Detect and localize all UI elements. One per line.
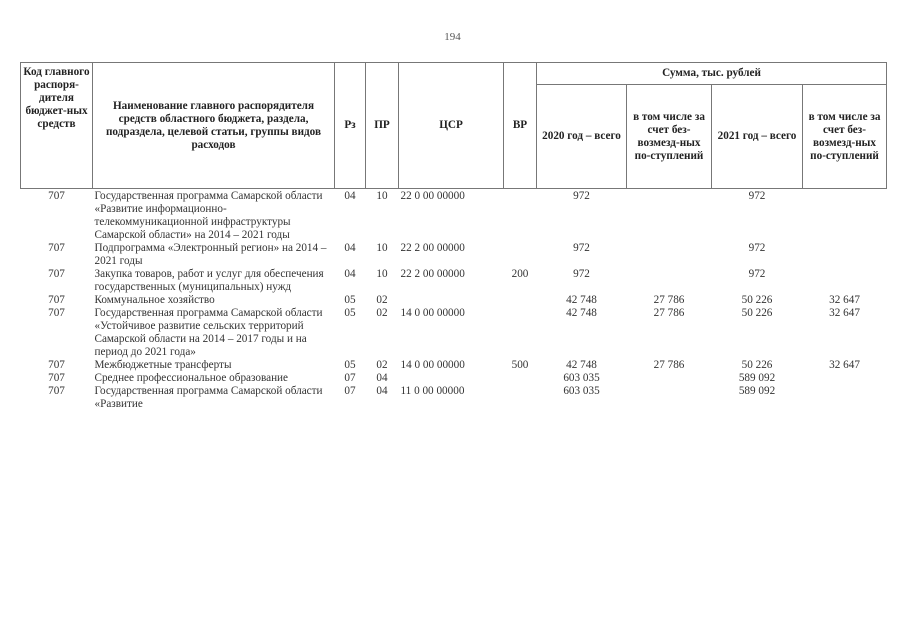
cell-csr: 22 0 00 00000 [400,190,465,202]
cell-csr: 11 0 00 00000 [400,385,465,397]
header-code: Код главного распоря-дителя бюджет-ных средств [21,63,93,189]
cell-2020-gratuitous: 27 786 [653,359,685,371]
cell-name: Коммунальное хозяйство [94,294,215,306]
header-csr: ЦСР [399,63,504,189]
cell-2020-gratuitous: 27 786 [653,307,685,319]
cell-2020-total: 972 [573,242,590,254]
cell-vr [504,372,537,385]
header-sum-group: Сумма, тыс. рублей [537,63,887,85]
cell-csr: 22 2 00 00000 [400,242,465,254]
cell-csr: 22 2 00 00000 [400,268,465,280]
cell-2021-total: 589 092 [738,372,776,384]
cell-vr [504,242,537,268]
table-row [21,372,887,385]
table-row [21,268,887,294]
cell-vr [504,307,537,359]
cell-2021-gratuitous: 32 647 [829,294,860,306]
header-2020-total: 2020 год – всего [537,85,627,189]
cell-2020-total: 972 [573,268,590,280]
cell-name: Подпрограмма «Электронный регион» на 2014 – 2021 годы [94,242,327,267]
table-row [21,294,887,307]
cell-2021-total: 972 [748,268,766,280]
cell-2021-total: 50 226 [741,307,773,319]
cell-2020-total: 972 [573,190,590,202]
cell-pr: 10 [376,190,388,202]
cell-vr: 200 [511,268,529,280]
cell-2020-gratuitous [627,242,712,268]
cell-vr [504,294,537,307]
cell-code: 707 [48,385,65,397]
cell-rz: 05 [344,359,356,371]
cell-pr: 04 [376,385,388,397]
cell-pr: 02 [376,359,388,371]
header-pr: ПР [366,63,399,189]
cell-pr: 02 [376,294,388,306]
cell-code: 707 [48,268,65,280]
cell-csr: 14 0 00 00000 [400,307,465,319]
header-2021-gratuitous: в том числе за счет без-возмезд-ных по-ступлений [803,85,887,189]
cell-2021-gratuitous [803,242,887,268]
cell-code: 707 [48,359,65,371]
cell-csr [399,372,504,385]
page-number: 194 [444,31,461,43]
cell-name: Среднее профессиональное образование [94,372,289,384]
cell-2020-gratuitous: 27 786 [653,294,685,306]
cell-csr: 14 0 00 00000 [400,359,465,371]
cell-code: 707 [48,372,65,384]
cell-vr [504,189,537,243]
table-row [21,307,887,359]
cell-name: Государственная программа Самарской области «Устойчивое развитие сельских территорий Самарской области на 2014 – 2017 годы и на период до 2021 года» [94,307,323,358]
header-name: Наименование главного распорядителя средств областного бюджета, раздела, подраздела, целевой статьи, группы видов расходов [93,63,335,189]
cell-2021-gratuitous: 32 647 [829,359,860,371]
cell-pr: 04 [376,372,388,384]
cell-2021-gratuitous [803,372,887,385]
budget-table [20,62,887,411]
cell-2021-gratuitous [803,385,887,411]
cell-rz: 04 [344,190,356,202]
cell-vr: 500 [511,359,529,371]
cell-2020-gratuitous [627,385,712,411]
cell-code: 707 [48,190,65,202]
table-body [21,189,887,412]
cell-csr [399,294,504,307]
cell-2021-total: 972 [748,242,766,254]
cell-2021-gratuitous [803,268,887,294]
header-rz: Рз [335,63,366,189]
cell-pr: 10 [376,268,388,280]
cell-2021-total: 972 [748,190,766,202]
table-header [21,63,887,189]
cell-vr [504,385,537,411]
cell-name: Закупка товаров, работ и услуг для обеспечения государственных (муниципальных) нужд [94,268,324,293]
cell-2021-total: 589 092 [738,385,776,397]
table-row [21,385,887,411]
cell-2021-gratuitous: 32 647 [829,307,860,319]
cell-code: 707 [48,242,65,254]
cell-name: Государственная программа Самарской области «Развитие информационно-телекоммуникационной инфраструктуры Самарской области» на 2014 – 2021 годы [94,190,323,241]
cell-rz: 05 [344,307,356,319]
cell-2020-total: 603 035 [563,372,600,384]
cell-rz: 04 [344,268,356,280]
cell-2020-gratuitous [627,372,712,385]
cell-rz: 07 [344,385,356,397]
cell-rz: 05 [344,294,356,306]
table-row [21,189,887,243]
cell-2020-total: 603 035 [563,385,600,397]
cell-pr: 02 [376,307,388,319]
cell-2020-total: 42 748 [566,359,597,371]
cell-rz: 07 [344,372,356,384]
cell-2020-gratuitous [627,268,712,294]
cell-2020-total: 42 748 [566,307,597,319]
cell-2021-total: 50 226 [741,294,773,306]
header-2021-total: 2021 год – всего [712,85,803,189]
header-2020-gratuitous: в том числе за счет без-возмезд-ных по-ступлений [627,85,712,189]
cell-2021-total: 50 226 [741,359,773,371]
cell-code: 707 [48,294,65,306]
cell-name: Государственная программа Самарской области «Развитие [94,385,323,410]
cell-2021-gratuitous [803,189,887,243]
cell-pr: 10 [376,242,388,254]
cell-2020-gratuitous [627,189,712,243]
cell-2020-total: 42 748 [566,294,597,306]
cell-rz: 04 [344,242,356,254]
table-row [21,242,887,268]
cell-name: Межбюджетные трансферты [94,359,232,371]
cell-code: 707 [48,307,65,319]
table-row [21,359,887,372]
header-vr: ВР [504,63,537,189]
